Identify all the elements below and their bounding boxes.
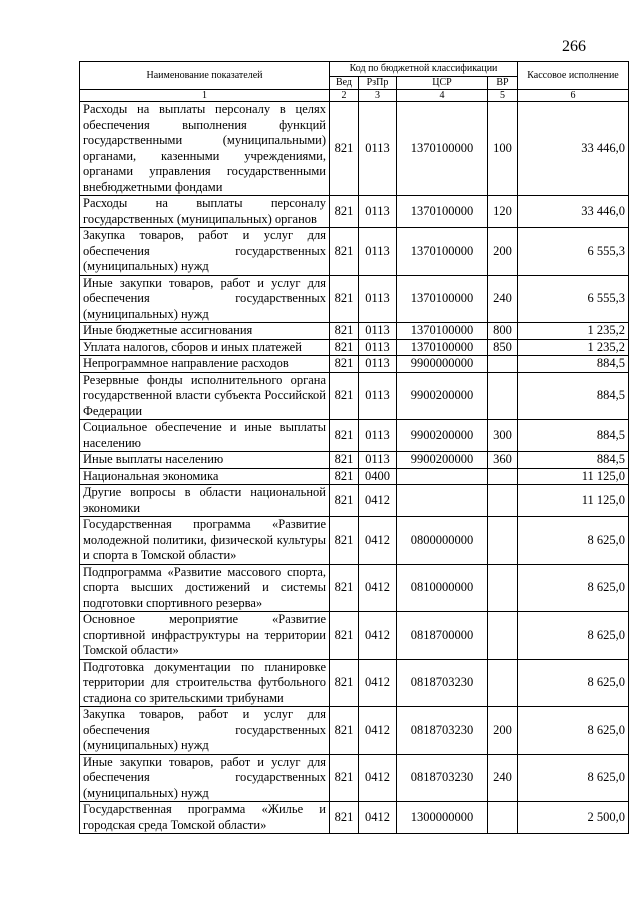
row-amount: 33 446,0 — [518, 102, 629, 196]
row-name: Иные выплаты населению — [80, 452, 330, 469]
row-amount: 6 555,3 — [518, 275, 629, 323]
row-csr: 1300000000 — [397, 802, 488, 834]
row-amount: 8 625,0 — [518, 659, 629, 707]
table-row — [80, 275, 629, 323]
row-rzpr: 0412 — [359, 612, 397, 660]
row-vr: 240 — [488, 275, 518, 323]
row-name: Другие вопросы в области национальной экономики — [80, 485, 330, 517]
header-rzpr: РзПр — [359, 77, 397, 90]
row-csr: 1370100000 — [397, 196, 488, 228]
row-vr: 850 — [488, 339, 518, 356]
row-name: Непрограммное направление расходов — [80, 356, 330, 373]
row-ved: 821 — [330, 564, 359, 612]
table-row — [80, 339, 629, 356]
row-csr: 0818703230 — [397, 707, 488, 755]
table-row — [80, 420, 629, 452]
row-vr — [488, 802, 518, 834]
row-vr — [488, 468, 518, 485]
table-row — [80, 102, 629, 196]
row-name: Закупка товаров, работ и услуг для обеспечения государственных (муниципальных) нужд — [80, 707, 330, 755]
row-name: Подпрограмма «Развитие массового спорта, спорта высших достижений и системы подготовки спортивного резерва» — [80, 564, 330, 612]
row-name: Подготовка документации по планировке территории для строительства футбольного стадиона со зрительскими трибунами — [80, 659, 330, 707]
row-amount: 11 125,0 — [518, 468, 629, 485]
row-vr — [488, 612, 518, 660]
row-vr: 300 — [488, 420, 518, 452]
column-index: 1 — [80, 90, 330, 102]
row-name: Государственная программа «Развитие молодежной политики, физической культуры и спорта в Томской области» — [80, 517, 330, 565]
row-csr: 9900000000 — [397, 356, 488, 373]
row-amount: 8 625,0 — [518, 517, 629, 565]
row-amount: 884,5 — [518, 420, 629, 452]
table-row — [80, 196, 629, 228]
row-rzpr: 0412 — [359, 754, 397, 802]
budget-table — [79, 61, 629, 834]
row-amount: 8 625,0 — [518, 754, 629, 802]
row-ved: 821 — [330, 517, 359, 565]
row-vr — [488, 517, 518, 565]
row-csr: 0800000000 — [397, 517, 488, 565]
row-csr: 9900200000 — [397, 372, 488, 420]
row-rzpr: 0412 — [359, 802, 397, 834]
row-amount: 2 500,0 — [518, 802, 629, 834]
row-ved: 821 — [330, 228, 359, 276]
table-row — [80, 802, 629, 834]
table-row — [80, 323, 629, 340]
row-ved: 821 — [330, 356, 359, 373]
row-rzpr: 0113 — [359, 275, 397, 323]
row-ved: 821 — [330, 323, 359, 340]
row-rzpr: 0113 — [359, 356, 397, 373]
row-rzpr: 0412 — [359, 517, 397, 565]
row-vr — [488, 564, 518, 612]
row-csr: 9900200000 — [397, 420, 488, 452]
row-ved: 821 — [330, 102, 359, 196]
row-name: Уплата налогов, сборов и иных платежей — [80, 339, 330, 356]
row-amount: 11 125,0 — [518, 485, 629, 517]
row-rzpr: 0113 — [359, 196, 397, 228]
row-csr: 0818703230 — [397, 659, 488, 707]
table-row — [80, 485, 629, 517]
row-ved: 821 — [330, 339, 359, 356]
header-code-group: Код по бюджетной классификации — [330, 62, 518, 77]
table-row — [80, 754, 629, 802]
row-csr: 1370100000 — [397, 228, 488, 276]
row-ved: 821 — [330, 196, 359, 228]
row-ved: 821 — [330, 372, 359, 420]
row-ved: 821 — [330, 659, 359, 707]
row-vr — [488, 485, 518, 517]
row-csr: 1370100000 — [397, 275, 488, 323]
table-row — [80, 564, 629, 612]
table-row — [80, 452, 629, 469]
row-csr: 1370100000 — [397, 323, 488, 340]
header-ved: Вед — [330, 77, 359, 90]
row-name: Социальное обеспечение и иные выплаты населению — [80, 420, 330, 452]
row-amount: 884,5 — [518, 356, 629, 373]
row-vr: 800 — [488, 323, 518, 340]
row-vr — [488, 372, 518, 420]
column-index: 3 — [359, 90, 397, 102]
table-row — [80, 372, 629, 420]
row-name: Иные бюджетные ассигнования — [80, 323, 330, 340]
row-ved: 821 — [330, 485, 359, 517]
row-csr: 1370100000 — [397, 102, 488, 196]
row-amount: 1 235,2 — [518, 323, 629, 340]
row-vr: 120 — [488, 196, 518, 228]
header-vr: ВР — [488, 77, 518, 90]
page-number: 266 — [562, 38, 586, 55]
row-amount: 8 625,0 — [518, 612, 629, 660]
row-rzpr: 0412 — [359, 485, 397, 517]
row-amount: 8 625,0 — [518, 707, 629, 755]
row-rzpr: 0113 — [359, 372, 397, 420]
header-execution: Кассовое исполнение — [518, 62, 629, 90]
row-ved: 821 — [330, 275, 359, 323]
row-csr: 0818703230 — [397, 754, 488, 802]
column-index: 4 — [397, 90, 488, 102]
column-index: 2 — [330, 90, 359, 102]
row-rzpr: 0113 — [359, 339, 397, 356]
row-rzpr: 0412 — [359, 564, 397, 612]
row-amount: 884,5 — [518, 452, 629, 469]
row-name: Государственная программа «Жилье и городская среда Томской области» — [80, 802, 330, 834]
row-name: Расходы на выплаты персоналу государственных (муниципальных) органов — [80, 196, 330, 228]
row-vr: 360 — [488, 452, 518, 469]
table-row — [80, 468, 629, 485]
row-rzpr: 0113 — [359, 323, 397, 340]
row-csr: 0818700000 — [397, 612, 488, 660]
row-ved: 821 — [330, 802, 359, 834]
row-rzpr: 0113 — [359, 102, 397, 196]
table-row — [80, 707, 629, 755]
table-row — [80, 228, 629, 276]
row-vr: 200 — [488, 228, 518, 276]
row-amount: 1 235,2 — [518, 339, 629, 356]
row-ved: 821 — [330, 754, 359, 802]
table-row — [80, 612, 629, 660]
table-row — [80, 659, 629, 707]
column-index: 6 — [518, 90, 629, 102]
row-amount: 8 625,0 — [518, 564, 629, 612]
row-rzpr: 0412 — [359, 707, 397, 755]
row-ved: 821 — [330, 612, 359, 660]
column-index: 5 — [488, 90, 518, 102]
table-row — [80, 517, 629, 565]
row-rzpr: 0113 — [359, 420, 397, 452]
row-name: Расходы на выплаты персоналу в целях обеспечения выполнения функций государственными (муниципальными) органами, казенными учреждениями, органами управления государственными внебюджетными фондами — [80, 102, 330, 196]
row-csr: 1370100000 — [397, 339, 488, 356]
row-rzpr: 0113 — [359, 228, 397, 276]
header-name: Наименование показателей — [80, 62, 330, 90]
row-vr — [488, 356, 518, 373]
row-ved: 821 — [330, 707, 359, 755]
row-amount: 884,5 — [518, 372, 629, 420]
table-header — [80, 62, 629, 102]
row-amount: 6 555,3 — [518, 228, 629, 276]
row-csr — [397, 468, 488, 485]
row-name: Основное мероприятие «Развитие спортивной инфраструктуры на территории Томской области» — [80, 612, 330, 660]
row-csr: 9900200000 — [397, 452, 488, 469]
table-body — [80, 102, 629, 834]
row-name: Резервные фонды исполнительного органа государственной власти субъекта Российской Федерации — [80, 372, 330, 420]
row-csr — [397, 485, 488, 517]
row-name: Национальная экономика — [80, 468, 330, 485]
row-ved: 821 — [330, 452, 359, 469]
row-vr: 200 — [488, 707, 518, 755]
row-rzpr: 0113 — [359, 452, 397, 469]
row-csr: 0810000000 — [397, 564, 488, 612]
header-csr: ЦСР — [397, 77, 488, 90]
row-amount: 33 446,0 — [518, 196, 629, 228]
row-ved: 821 — [330, 468, 359, 485]
row-rzpr: 0412 — [359, 659, 397, 707]
row-name: Закупка товаров, работ и услуг для обеспечения государственных (муниципальных) нужд — [80, 228, 330, 276]
row-vr — [488, 659, 518, 707]
row-ved: 821 — [330, 420, 359, 452]
row-name: Иные закупки товаров, работ и услуг для обеспечения государственных (муниципальных) нужд — [80, 754, 330, 802]
row-vr: 100 — [488, 102, 518, 196]
table-row — [80, 356, 629, 373]
row-vr: 240 — [488, 754, 518, 802]
row-rzpr: 0400 — [359, 468, 397, 485]
row-name: Иные закупки товаров, работ и услуг для обеспечения государственных (муниципальных) нужд — [80, 275, 330, 323]
